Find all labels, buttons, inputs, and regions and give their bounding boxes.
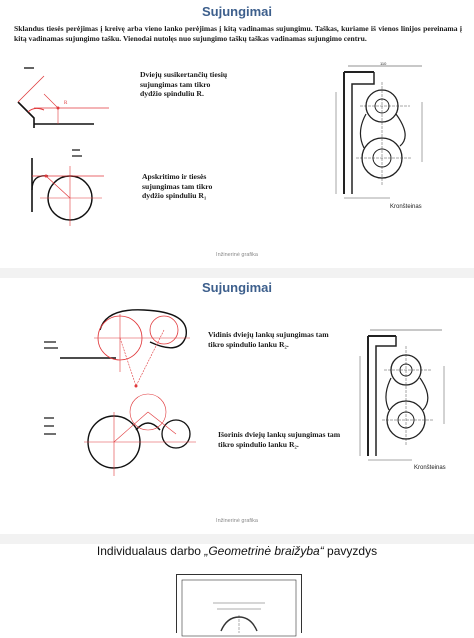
slide-separator-2	[0, 534, 474, 544]
slide3-heading	[0, 544, 474, 558]
heading-suffix: pavyzdys	[323, 544, 378, 558]
line-line-fillet-drawing	[14, 62, 124, 126]
svg-text:R: R	[64, 101, 68, 106]
example-sheet-frame	[176, 574, 302, 633]
slide1-footer: Inžinerinė grafika	[216, 252, 258, 258]
heading-italic: „Geometrinė braižyba“	[204, 544, 324, 558]
inner-arc-tangency-drawing	[40, 302, 200, 394]
caption-inner-tangency: Vidinis dviejų lankų sujungimas tam tikro spindulio lanku R₂.	[208, 330, 329, 349]
circle-line-fillet-drawing	[24, 146, 134, 226]
slide1-intro-text: Sklandus tiesės perėjimas į kreivę arba vieno lanko perėjimas į kitą vadinamas sujungimu. Taškas, kuriame iš vienos linijos pereinama į kitą vadinamas sujungimo tašku. Vienodai nutolęs nuo sujungimo taškų taškas vadinamas sujungimo centru.	[14, 24, 462, 43]
heading-prefix: Individualaus darbo	[96, 544, 205, 558]
example-sheet-drawing	[177, 575, 301, 633]
svg-text:110: 110	[380, 61, 387, 66]
caption-outer-tangency: Išorinis dviejų lankų sujungimas tam tikro spindulio lanku R₂.	[218, 430, 341, 449]
bracket-drawing	[330, 62, 450, 212]
caption-lines-fillet: Dviejų susikertančių tiesių sujungimas tam tikro dydžio spinduliu R.	[140, 70, 228, 98]
bracket-label: Kronšteinas	[390, 204, 422, 210]
slide1-title: Sujungimai	[201, 4, 273, 19]
bracket-label-2: Kronšteinas	[414, 465, 446, 471]
outer-arc-tangency-drawing	[40, 406, 200, 490]
caption-circle-line-fillet: Apskritimo ir tiesės sujungimas tam tikro dydžio spinduliu R₁	[142, 172, 213, 200]
slide-separator	[0, 268, 474, 278]
slide2-footer: Inžinerinė grafika	[216, 518, 258, 524]
slide2-title: Sujungimai	[201, 280, 273, 295]
bracket-drawing-2	[356, 326, 466, 472]
